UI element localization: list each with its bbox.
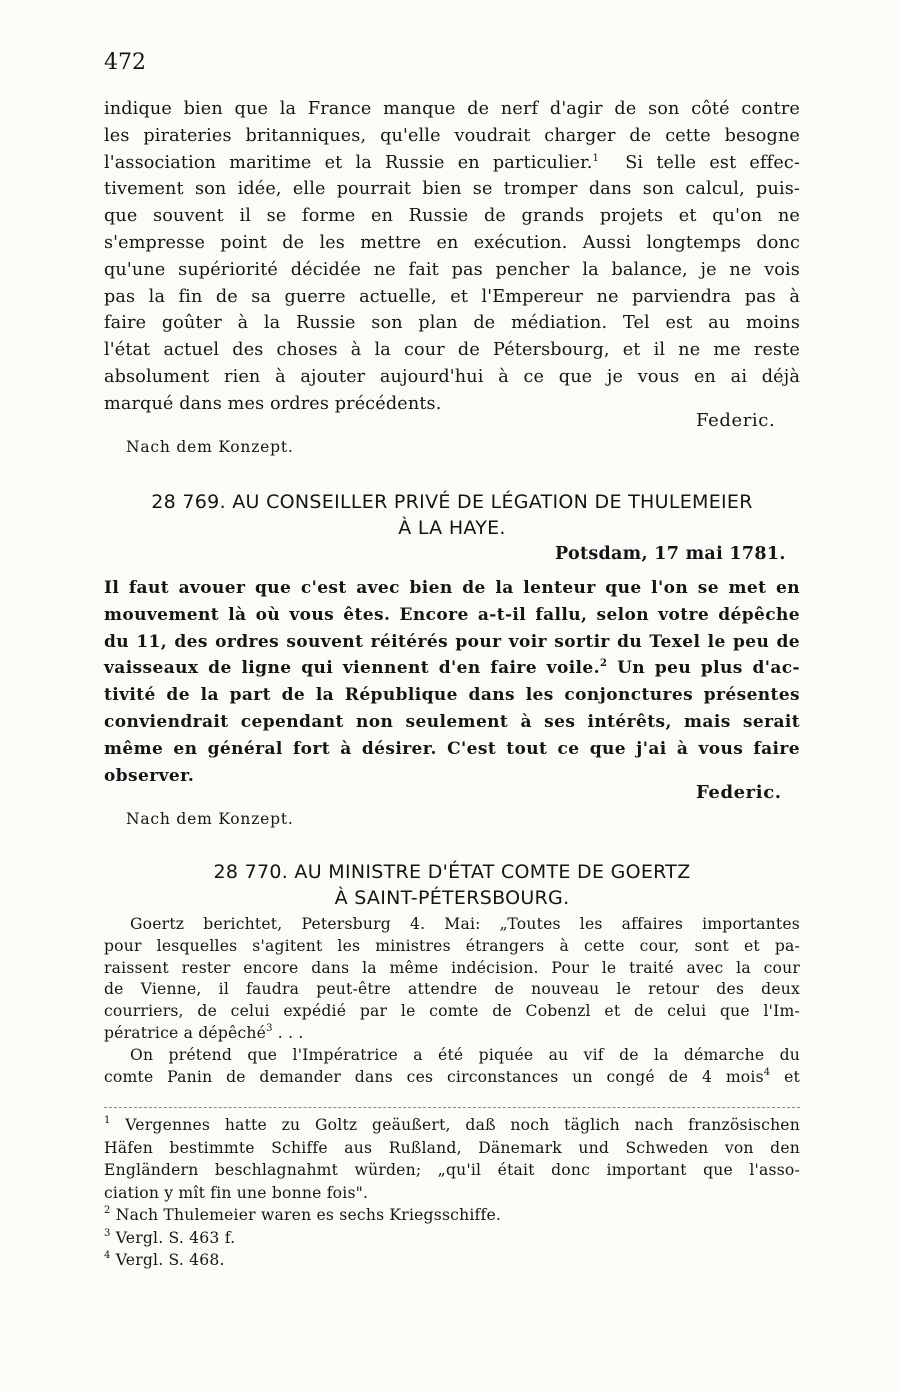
- footnote-text: Nach Thulemeier waren es sechs Kriegsschiffe.: [115, 1206, 502, 1224]
- text-line: faire goûter à la Russie son plan de médiation. Tel est au moins: [104, 313, 800, 334]
- text-line: indique bien que la France manque de nerf d'agir de son côté contre: [104, 99, 800, 119]
- footnote-line: Häfen bestimmte Schiffe aus Rußland, Dänemark und Schweden von den: [104, 1138, 800, 1157]
- footnote: [104, 1204, 800, 1227]
- text-line: Il faut avouer que c'est avec bien de la lenteur que l'on se met en: [104, 578, 800, 598]
- text-span: Un peu plus d'ac-: [617, 658, 801, 679]
- text-line: [104, 1067, 800, 1089]
- text-line: Goertz berichtet, Petersburg 4. Mai: „Toutes les affaires importantes: [130, 915, 800, 933]
- text-line: courriers, de celui expédié par le comte de Cobenzl et de celui que l'Im-: [104, 1002, 800, 1021]
- text-line: [104, 150, 800, 177]
- text-span: vaisseaux de ligne qui viennent d'en faire voile.: [104, 658, 600, 679]
- footnote-divider: [104, 1107, 800, 1108]
- heading-line: À LA HAYE.: [398, 517, 506, 539]
- footnote-ref: 3: [266, 1022, 273, 1034]
- source-note: Nach dem Konzept.: [126, 438, 294, 456]
- text-span: Si telle est effec-: [625, 152, 800, 173]
- text-line: que souvent il se forme en Russie de grands projets et qu'on ne: [104, 206, 800, 227]
- text-line: s'empresse point de les mettre en exécution. Aussi longtemps donc: [104, 232, 800, 253]
- footnote-ref: 4: [763, 1066, 771, 1078]
- footnote-mark: 3: [104, 1227, 111, 1239]
- text-line: tivité de la part de la République dans les conjonctures présentes: [104, 685, 800, 706]
- signature: Federic.: [696, 410, 776, 431]
- letter-heading: [104, 859, 800, 911]
- text-span: l'association maritime et la Russie en particulier.: [104, 152, 593, 173]
- text-line: raissent rester encore dans la même indécision. Pour le traité avec la cour: [104, 958, 800, 977]
- dateline: Potsdam, 17 mai 1781.: [555, 544, 786, 564]
- footnote-mark: 1: [104, 1115, 111, 1126]
- text-line: conviendrait cependant non seulement à ses intérêts, mais serait: [104, 711, 800, 732]
- footnote-text: Vergl. S. 463 f.: [115, 1228, 236, 1247]
- footnote-mark: 4: [104, 1250, 111, 1261]
- footnote-line: ciation y mît fin une bonne fois".: [104, 1183, 369, 1202]
- heading-line: À SAINT-PÉTERSBOURG.: [334, 887, 570, 909]
- text-line: mouvement là où vous êtes. Encore a-t-il fallu, selon votre dépêche: [104, 604, 800, 625]
- text-line: marqué dans mes ordres précédents.: [104, 393, 442, 414]
- text-line: qu'une supériorité décidée ne fait pas pencher la balance, je ne vois: [104, 259, 800, 280]
- text-line: les pirateries britanniques, qu'elle voudrait charger de cette besogne: [104, 125, 800, 146]
- text-span: comte Panin de demander dans ces circonstances un congé de 4 mois: [104, 1067, 764, 1086]
- text-line: l'état actuel des choses à la cour de Pétersbourg, et il ne me reste: [104, 340, 800, 361]
- footnote: [104, 1114, 800, 1137]
- text-line: pour lesquelles s'agitent les ministres étrangers à cette cour, sont et pa-: [104, 936, 800, 955]
- heading-line: 28 770. AU MINISTRE D'ÉTAT COMTE DE GOERTZ: [213, 861, 691, 883]
- text-line: du 11, des ordres souvent réitérés pour voir sortir du Texel le peu de: [104, 631, 800, 652]
- text-line: absolument rien à ajouter aujourd'hui à ce que je vous en ai déjà: [104, 366, 800, 387]
- footnote-ref: 2: [599, 658, 608, 670]
- text-line: de Vienne, il faudra peut-être attendre de nouveau le retour des deux: [104, 980, 800, 999]
- letter-body: [104, 575, 800, 789]
- letter-heading: [104, 489, 800, 541]
- text-span: . . .: [272, 1023, 304, 1042]
- page-number: 472: [104, 50, 146, 75]
- heading-line: 28 769. AU CONSEILLER PRIVÉ DE LÉGATION DE THULEMEIER: [151, 491, 753, 513]
- letter-body: [104, 96, 800, 418]
- text-span: et: [770, 1067, 800, 1086]
- signature: Federic.: [696, 782, 782, 803]
- footnote: [104, 1249, 800, 1272]
- footnote-ref: 1: [592, 152, 599, 164]
- source-note: Nach dem Konzept.: [126, 810, 294, 828]
- text-span: pératrice a dépêché: [104, 1023, 267, 1042]
- text-line: [104, 1023, 800, 1045]
- text-line: [104, 655, 800, 682]
- text-line: même en général fort à désirer. C'est tout ce que j'ai à vous faire: [104, 738, 800, 759]
- text-line: On prétend que l'Impératrice a été piquée au vif de la démarche du: [130, 1045, 800, 1064]
- footnote-text: Vergennes hatte zu Goltz geäußert, daß noch täglich nach französischen: [125, 1116, 800, 1134]
- footnotes: [104, 1114, 800, 1272]
- footnote-mark: 2: [104, 1205, 111, 1216]
- text-line: observer.: [104, 765, 195, 786]
- text-line: tivement son idée, elle pourrait bien se tromper dans son calcul, puis-: [104, 179, 800, 200]
- report-summary: [104, 914, 800, 1088]
- footnote: [104, 1227, 800, 1250]
- footnote-line: Engländern beschlagnahmt würden; „qu'il était donc important que l'asso-: [104, 1161, 800, 1179]
- text-line: pas la fin de sa guerre actuelle, et l'Empereur ne parviendra pas à: [104, 286, 800, 307]
- footnote-text: Vergl. S. 468.: [115, 1251, 225, 1269]
